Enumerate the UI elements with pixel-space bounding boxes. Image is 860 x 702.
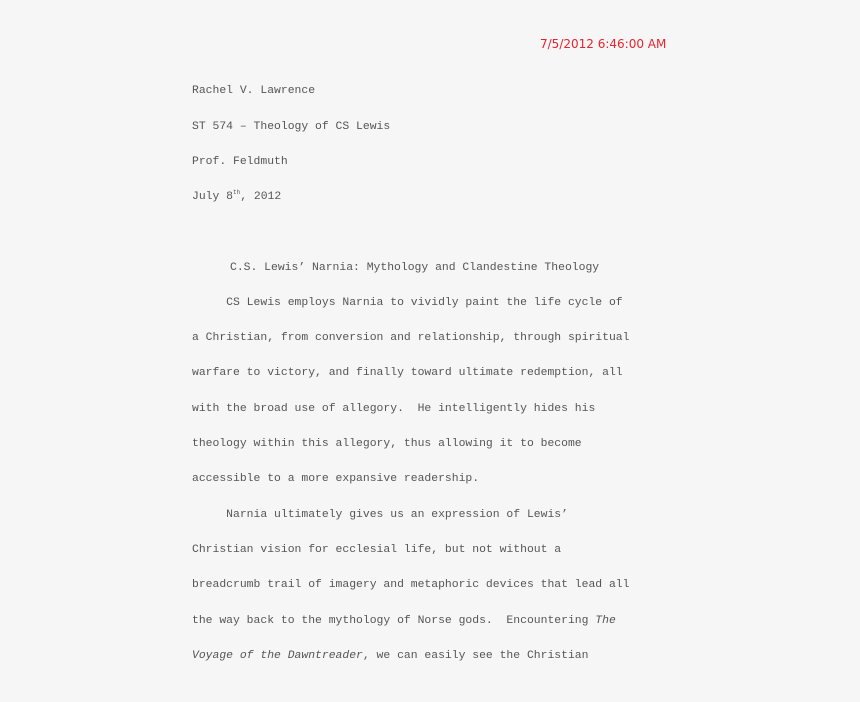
body-line: warfare to victory, and finally toward ultimate redemption, all	[192, 367, 623, 379]
document-date	[192, 190, 281, 204]
body-line-text: , we can easily see the Christian	[362, 650, 589, 662]
body-line: Christian vision for ecclesial life, but not without a	[192, 544, 562, 556]
body-line: a Christian, from conversion and relationship, through spiritual	[192, 332, 630, 344]
body-line: theology within this allegory, thus allowing it to become	[192, 438, 582, 450]
book-title-part: Voyage of the Dawntreader	[192, 650, 363, 662]
date-year: , 2012	[240, 191, 282, 203]
body-line: CS Lewis employs Narnia to vividly paint the life cycle of	[192, 297, 623, 309]
document-page	[192, 0, 672, 662]
body-line: breadcrumb trail of imagery and metaphoric devices that lead all	[192, 579, 630, 591]
document-timestamp: 7/5/2012 6:46:00 AM	[540, 37, 667, 51]
professor-name: Prof. Feldmuth	[192, 156, 288, 168]
body-line	[192, 614, 616, 628]
essay-title: C.S. Lewis’ Narnia: Mythology and Clandestine Theology	[230, 262, 600, 274]
body-line	[192, 649, 588, 663]
course-name: ST 574 – Theology of CS Lewis	[192, 121, 391, 133]
body-line: with the broad use of allegory. He intelligently hides his	[192, 403, 596, 415]
body-line: accessible to a more expansive readership.	[192, 473, 480, 485]
body-line-text: the way back to the mythology of Norse gods. Encountering	[192, 615, 596, 627]
date-month-day: July 8	[192, 191, 234, 203]
book-title-part: The	[595, 615, 616, 627]
date-ordinal-suffix: th	[233, 189, 241, 196]
body-line: Narnia ultimately gives us an expression of Lewis’	[192, 509, 568, 521]
author-name: Rachel V. Lawrence	[192, 85, 316, 97]
